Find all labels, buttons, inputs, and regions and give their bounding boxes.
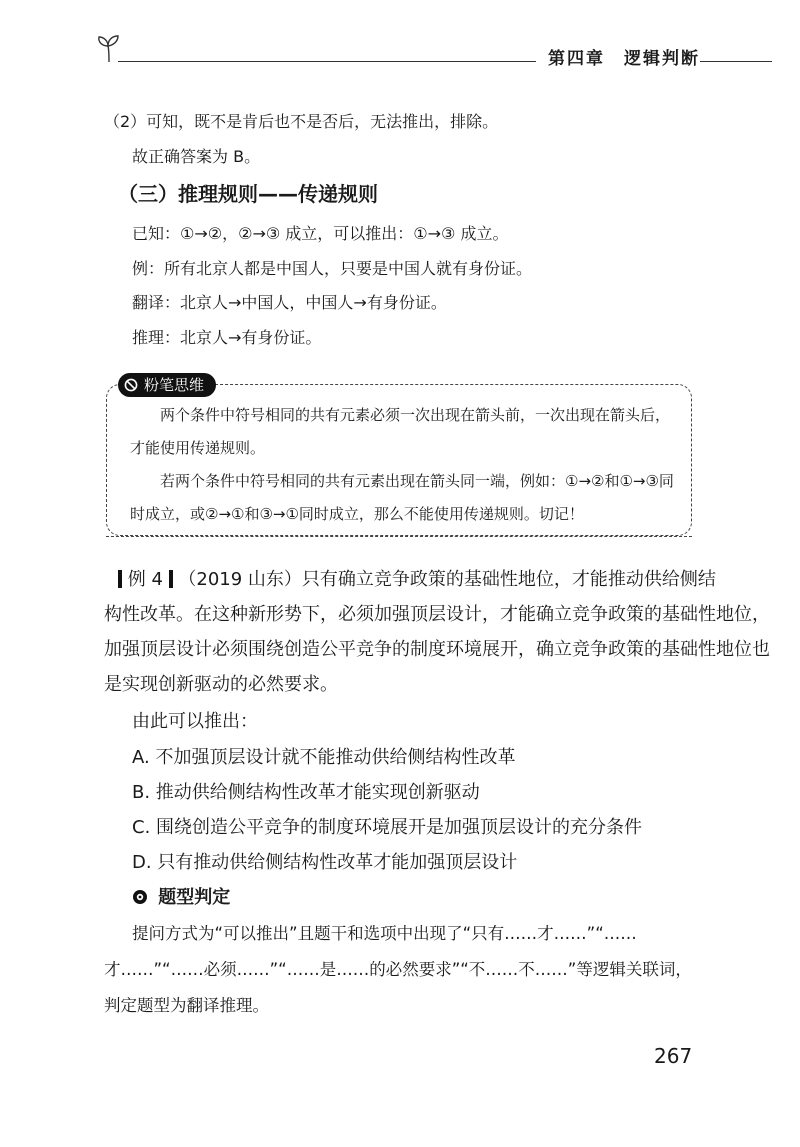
section-title: （三）推理规则——传递规则 [118, 182, 378, 206]
section-translation: 翻译：北京人→中国人，中国人→有身份证。 [132, 293, 447, 312]
ban-icon [124, 378, 138, 392]
thinking-tab-label: 粉笔思维 [144, 376, 205, 394]
section-inference: 推理：北京人→有身份证。 [132, 328, 322, 347]
option-c: C. 围绕创造公平竞争的制度环境展开是加强顶层设计的充分条件 [132, 817, 643, 838]
judgment-line3: 判定题型为翻译推理。 [104, 996, 269, 1015]
option-b: B. 推动供给侧结构性改革才能实现创新驱动 [132, 782, 480, 803]
judgment-heading [132, 886, 230, 910]
label-bar-right [169, 570, 173, 588]
thinking-p2-line1: 若两个条件中符号相同的共有元素出现在箭头同一端，例如：①→②和①→③同 [160, 472, 674, 490]
example4-line3: 加强顶层设计必须围绕创造公平竞争的制度环境展开，确立竞争政策的基础性地位也 [104, 639, 770, 660]
header-rule-right [700, 61, 772, 62]
sprout-icon [96, 34, 122, 64]
judgment-line2: 才……”“……必须……”“……是……的必然要求”“不……不……”等逻辑关联词， [104, 960, 692, 979]
label-bar-left [118, 570, 122, 588]
option-a: A. 不加强顶层设计就不能推动供给侧结构性改革 [132, 747, 516, 768]
thinking-box-shadow-rule [106, 536, 692, 537]
thinking-p1-line2: 才能使用传递规则。 [130, 439, 266, 457]
chapter-title: 第四章 逻辑判断 [548, 49, 700, 69]
section-known: 已知：①→②，②→③ 成立，可以推出：①→③ 成立。 [132, 224, 509, 243]
page-header [0, 34, 800, 74]
thinking-p1-line1: 两个条件中符号相同的共有元素必须一次出现在箭头前，一次出现在箭头后， [160, 406, 671, 424]
example4-text-line1: （2019 山东）只有确立竞争政策的基础性地位，才能推动供给侧结 [178, 569, 716, 590]
example4-label: 例 4 [127, 569, 163, 590]
page-number: 267 [654, 1044, 693, 1068]
intro-line-1: （2）可知，既不是肯后也不是否后，无法推出，排除。 [104, 112, 499, 131]
thinking-tab [118, 373, 216, 397]
judgment-title: 题型判定 [158, 887, 231, 908]
judgment-line1: 提问方式为“可以推出”且题干和选项中出现了“只有……才……”“…… [132, 924, 637, 943]
example4-line2: 构性改革。在这种新形势下，必须加强顶层设计，才能确立竞争政策的基础性地位， [104, 604, 770, 625]
example4-line4: 是实现创新驱动的必然要求。 [104, 674, 338, 695]
section-example: 例：所有北京人都是中国人，只要是中国人就有身份证。 [132, 259, 533, 278]
intro-line-2: 故正确答案为 B。 [132, 147, 261, 166]
thinking-p2-line2: 时成立，或②→①和③→①同时成立，那么不能使用传递规则。切记！ [130, 505, 584, 523]
header-rule-left [118, 61, 536, 62]
option-d: D. 只有推动供给侧结构性改革才能加强顶层设计 [132, 852, 518, 873]
gear-icon [132, 889, 148, 905]
example4-line1 [118, 568, 716, 592]
example4-question: 由此可以推出： [132, 711, 258, 732]
